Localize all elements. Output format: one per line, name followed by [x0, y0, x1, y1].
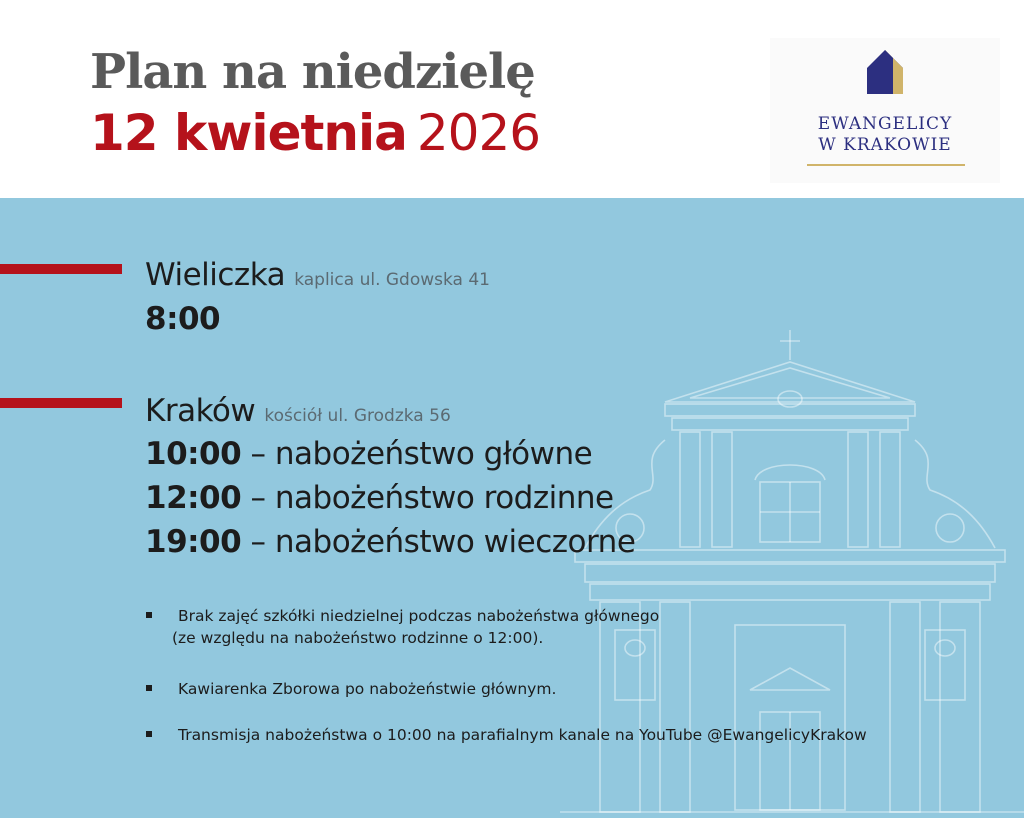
- location-name: Wieliczka: [145, 257, 286, 293]
- bullet-icon: [146, 731, 152, 737]
- date-day-month: 12 kwietnia: [90, 104, 407, 162]
- service-time: 8:00: [145, 301, 221, 337]
- note-text: Transmisja nabożeństwa o 10:00 na parafialnym kanale na YouTube @EwangelicyKrakow: [178, 726, 867, 744]
- note-item: [178, 678, 556, 700]
- accent-bar-wieliczka: [0, 264, 122, 274]
- note-item: [178, 724, 867, 746]
- service-time-row: [145, 480, 614, 516]
- date-year: 2026: [416, 104, 541, 162]
- service-time-row: [145, 524, 635, 560]
- note-text: Brak zajęć szkółki niedzielnej podczas nabożeństwa głównego: [178, 607, 660, 625]
- service-time-row: [145, 301, 220, 337]
- service-time: 10:00: [145, 436, 242, 472]
- service-desc: – nabożeństwo rodzinne: [241, 480, 614, 516]
- bullet-icon: [146, 612, 152, 618]
- service-time-row: [145, 436, 592, 472]
- event-date: [90, 104, 540, 162]
- logo-text-line1: EWANGELICY: [817, 114, 953, 134]
- note-text: (ze względu na nabożeństwo rodzinne o 12:00).: [172, 629, 544, 647]
- service-desc: – nabożeństwo główne: [241, 436, 593, 472]
- service-time: 19:00: [145, 524, 242, 560]
- accent-bar-krakow: [0, 398, 122, 408]
- header: [0, 0, 1024, 198]
- service-time: 12:00: [145, 480, 242, 516]
- location-krakow: [145, 393, 451, 429]
- church-house-icon: [867, 50, 903, 94]
- location-address: kościół ul. Grodzka 56: [264, 406, 451, 426]
- bullet-icon: [146, 685, 152, 691]
- location-address: kaplica ul. Gdowska 41: [294, 270, 491, 290]
- page-title: Plan na niedzielę: [90, 44, 535, 100]
- location-wieliczka: [145, 257, 490, 293]
- service-desc: – nabożeństwo wieczorne: [241, 524, 636, 560]
- note-text: Kawiarenka Zborowa po nabożeństwie głównym.: [178, 680, 557, 698]
- note-item: [172, 605, 660, 649]
- logo-text-line2: W KRAKOWIE: [818, 135, 952, 155]
- location-name: Kraków: [145, 393, 256, 429]
- logo-underline: [807, 164, 965, 166]
- parish-logo: [770, 38, 1000, 183]
